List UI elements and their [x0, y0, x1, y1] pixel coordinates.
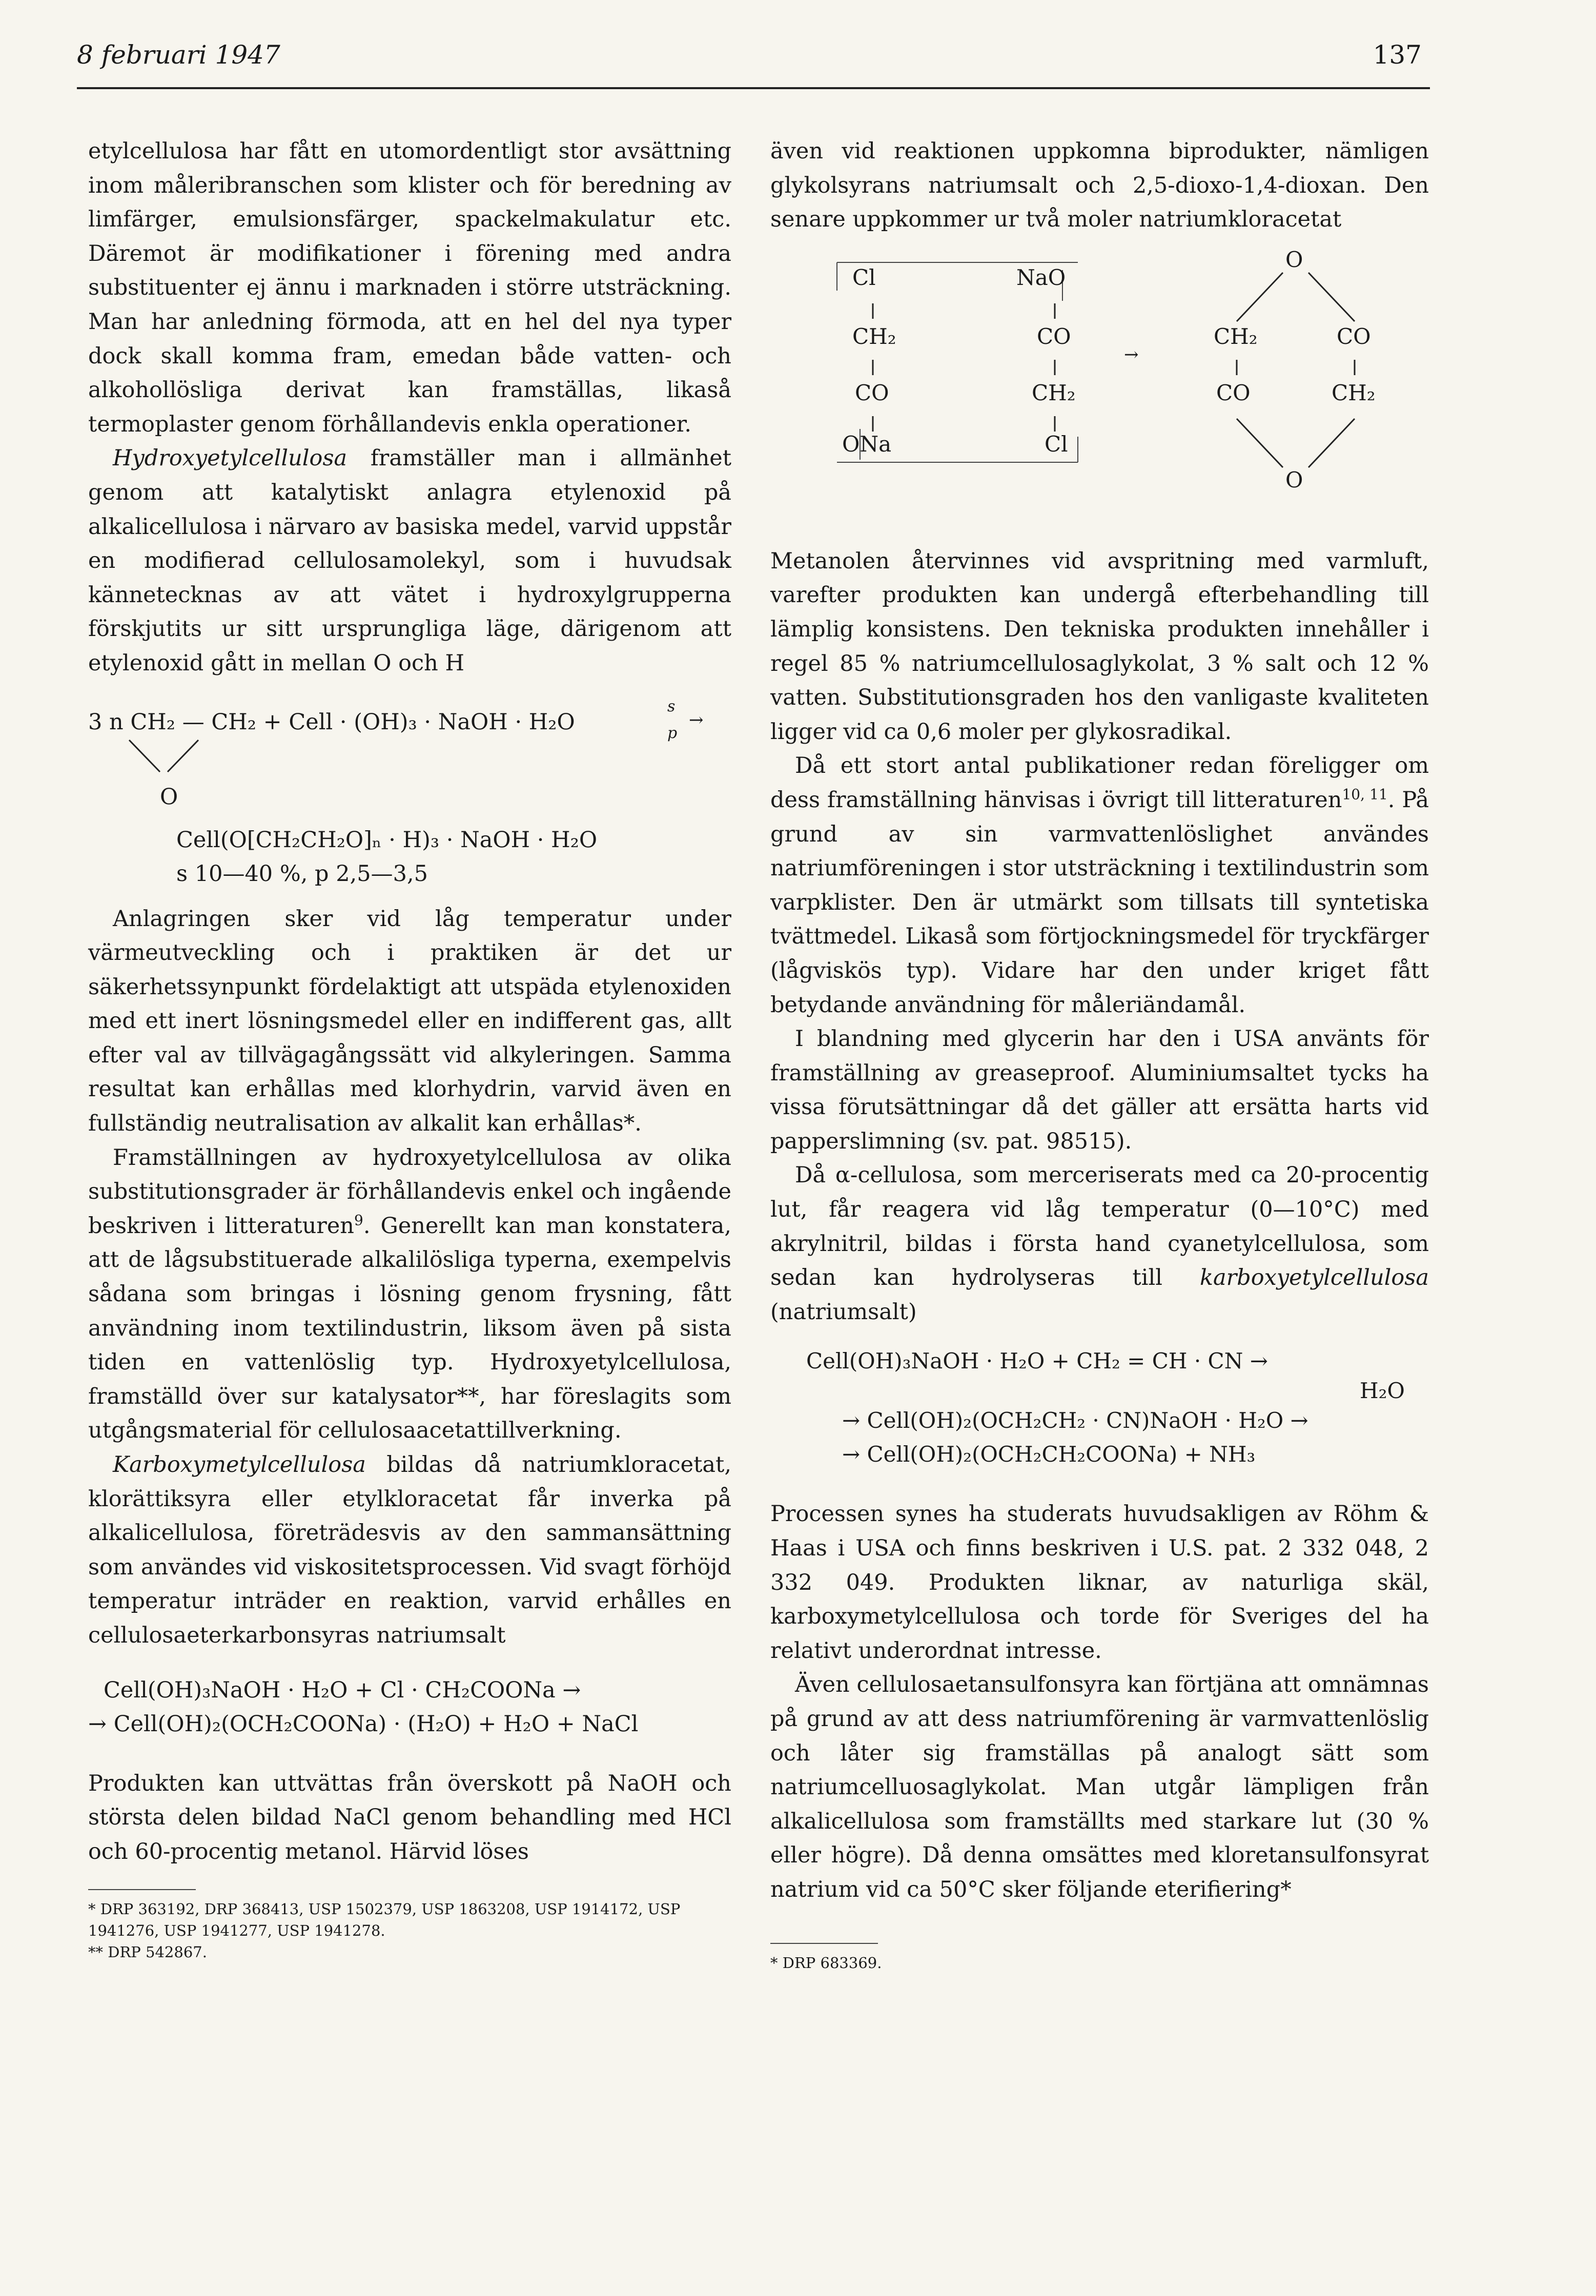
equation-line: s 10—40 %, p 2,5—3,5 [176, 860, 428, 887]
diagram-label: CO [1216, 380, 1251, 405]
diagram-label: CO [1337, 323, 1371, 349]
equation-cyanoethylation [770, 1344, 1429, 1471]
paragraph: även vid reaktionen uppkomna biprodukter, nämligen glykolsyrans natriumsalt och 2,5-dioxo-1,4-dioxan. Den senare uppkommer ur två moler natriumkloracetat [770, 138, 1429, 233]
paragraph: Hydroxyetylcellulosa framställer man i allmänhet genom att katalytiskt anlagra etylenoxid på alkalicellulosa i närvaro av basiska medel, varvid uppstår en modifierad cellulosamolekyl, som i huvudsak kännetecknas av att vätet i hydroxylgrupperna förskjutits ur sitt ursprungliga läge, därigenom att etylenoxid gått in mellan O och H [88, 445, 731, 676]
dioxane-formation-diagram [770, 242, 1429, 539]
paragraph: Processen synes ha studerats huvudsakligen av Röhm & Haas i USA och finns beskriven i U.S. pat. 2 332 048, 2 332 049. Produkten liknar, av naturliga skäl, karboxymetylcellulosa och torde för Sveriges del ha relativt underordnat intresse. [770, 1501, 1429, 1664]
equation-line: Cell(OH)₃NaOH · H₂O + CH₂ = CH · CN → [806, 1348, 1268, 1374]
term-italic: Hydroxyetylcellulosa [113, 445, 347, 471]
running-header-date: 8 februari 1947 [77, 40, 280, 70]
paragraph: Karboxymetylcellulosa bildas då natriumkloracetat, klorättiksyra eller etylkloracetat får inverka på alkalicellulosa, företrädesvis av den sammansättning som användes vid viskositetsprocessen. Vid svagt förhöjd temperatur inträder en reaktion, varvid erhålles en cellulosaeterkarbonsyras natriumsalt [88, 1452, 731, 1648]
equation-sub: H₂O [1360, 1378, 1405, 1404]
paragraph: I blandning med glycerin har den i USA använts för framställning av greaseproof. Aluminiumsaltet tycks ha vissa förutsättningar då det gäller att ersätta harts vid papperslimning (sv. pat. 98515). [770, 1026, 1429, 1154]
arrow-icon: → [689, 709, 704, 730]
diagram-label: NaO [1016, 264, 1066, 290]
diagram-label: CH₂ [1032, 380, 1076, 405]
diagram-label: O [1285, 247, 1303, 272]
diagram-label: Cl [852, 264, 876, 290]
fraction-s: s [667, 697, 676, 715]
term-italic: karboxyetylcellulosa [1199, 1265, 1429, 1291]
footnote-rule [770, 1943, 878, 1944]
left-column [88, 134, 731, 1963]
header-rule [77, 87, 1430, 89]
paragraph: Då α-cellulosa, som merceriserats med ca 20-procentig lut, får reagera vid låg temperatur (0—10°C) med akrylnitril, bildas i första hand cyanetylcellulosa, som sedan kan hydrolyseras till karboxyetylcellulosa (natriumsalt) [770, 1162, 1429, 1325]
equation-line: 3 n CH₂ — CH₂ + Cell · (OH)₃ · NaOH · H₂O [88, 709, 575, 735]
diagram-label: O [1285, 467, 1303, 493]
epoxide-oxygen: O [160, 784, 178, 810]
paragraph: etylcellulosa har fått en utomordentligt stor avsättning inom måleribranschen som klister och för beredning av limfärger, emulsionsfärger, spackelmakulatur etc. Däremot är modifikationer i förening med andra substituenter ej ännu i marknaden i större utsträckning. Man har anledning förmoda, att en hel del nya typer dock skall komma fram, emedan både vatten- och alkohollösliga derivat kan framställas, likaså termoplaster genom förhållandevis enkla operationer. [88, 138, 731, 437]
diagram-label: CH₂ [1332, 380, 1376, 405]
paragraph: Anlagringen sker vid låg temperatur under värmeutveckling och i praktiken är det ur säkerhetssynpunkt fördelaktigt att utspäda etylenoxiden med ett inert lösningsmedel eller en indifferent gas, allt efter val av tillvägagångssätt vid alkyleringen. Samma resultat kan erhållas med klorhydrin, varvid även en fullständig neutralisation av alkalit kan erhållas*. [88, 906, 731, 1137]
paragraph: Framställningen av hydroxyetylcellulosa av olika substitutionsgrader är förhållandevis enkel och ingående beskriven i litteraturen$^9$. Generellt kan man konstatera, att de lågsubstituerade alkalilösliga typerna, exempelvis sådana som bringas i lösning genom frysning, fått användning inom textilindustrin, liksom även på sista tiden en vattenlöslig typ. Hydroxyetylcellulosa, framställd över sur katalysator**, har föreslagits som utgångsmaterial för cellulosaacetattillverkning. [88, 1144, 731, 1444]
reaction-arrow-icon: → [1124, 344, 1139, 365]
page-number: 137 [1373, 40, 1422, 70]
diagram-label: CH₂ [852, 323, 896, 349]
right-column [770, 134, 1429, 1974]
diagram-label: CH₂ [1214, 323, 1258, 349]
reference-mark: 9 [354, 1212, 363, 1229]
paragraph: Även cellulosaetansulfonsyra kan förtjäna att omnämnas på grund av att dess natriumförening är varmvattenlöslig och låter sig framställas på analogt sätt som natriumcelluosaglykolat. Man utgår lämpligen från alkalicellulosa som framställts med starkare lut (30 % eller högre). Då denna omsättes med kloretansulfonsyrat natrium vid ca 50°C sker följande eterifiering* [770, 1672, 1429, 1902]
footnote-rule [88, 1889, 196, 1890]
equation-carboxymethylation [88, 1673, 731, 1741]
equation-line: → Cell(OH)₂(OCH₂CH₂COONa) + NH₃ [842, 1442, 1256, 1467]
fraction-p: p [667, 724, 678, 742]
diagram-label: Cl [1045, 431, 1068, 457]
paragraph: Metanolen återvinnes vid avspritning med varmluft, varefter produkten kan undergå efterbehandling till lämplig konsistens. Den tekniska produkten innehåller i regel 85 % natriumcellulosaglykolat, 3 % salt och 12 % vatten. Substitutionsgraden hos den vanligaste kvaliteten ligger vid ca 0,6 moler per glykosradikal. [770, 548, 1429, 745]
footnote: * DRP 363192, DRP 368413, USP 1502379, USP 1863208, USP 1914172, USP 1941276, USP 1941277, USP 1941278. [88, 1900, 681, 1940]
paragraph: Produkten kan uttvättas från överskott på NaOH och största delen bildad NaCl genom behandling med HCl och 60-procentig metanol. Härvid löses [88, 1770, 731, 1864]
diagram-label: CO [855, 380, 889, 405]
diagram-label: ONa [842, 431, 892, 457]
equation-line: → Cell(OH)₂(OCH₂COONa) · (H₂O) + H₂O + NaCl [88, 1711, 639, 1737]
footnote: ** DRP 542867. [88, 1943, 207, 1961]
paragraph: Då ett stort antal publikationer redan föreligger om dess framställning hänvisas i övrigt till litteraturen$^{10, 11}$. På grund av sin varmvattenlöslighet användes natriumföreningen i stor utsträckning i textilindustrin som varpklister. Den är utmärkt som tillsats till syntetiska tvättmedel. Likaså som förtjockningsmedel för tryckfärger (lågviskös typ). Vidare har den under kriget fått betydande användning för måleriändamål. [770, 753, 1429, 1018]
equation-line: Cell(O[CH₂CH₂O]ₙ · H)₃ · NaOH · H₂O [176, 827, 598, 853]
diagram-label: CO [1037, 323, 1071, 349]
footnote: * DRP 683369. [770, 1954, 882, 1972]
equation-line: → Cell(OH)₂(OCH₂CH₂ · CN)NaOH · H₂O → [842, 1408, 1308, 1433]
equation-hydroxyethylation [88, 694, 731, 817]
term-italic: Karboxymetylcellulosa [113, 1452, 366, 1478]
reference-mark: 10, 11 [1342, 786, 1388, 803]
equation-line: Cell(OH)₃NaOH · H₂O + Cl · CH₂COONa → [104, 1677, 581, 1703]
